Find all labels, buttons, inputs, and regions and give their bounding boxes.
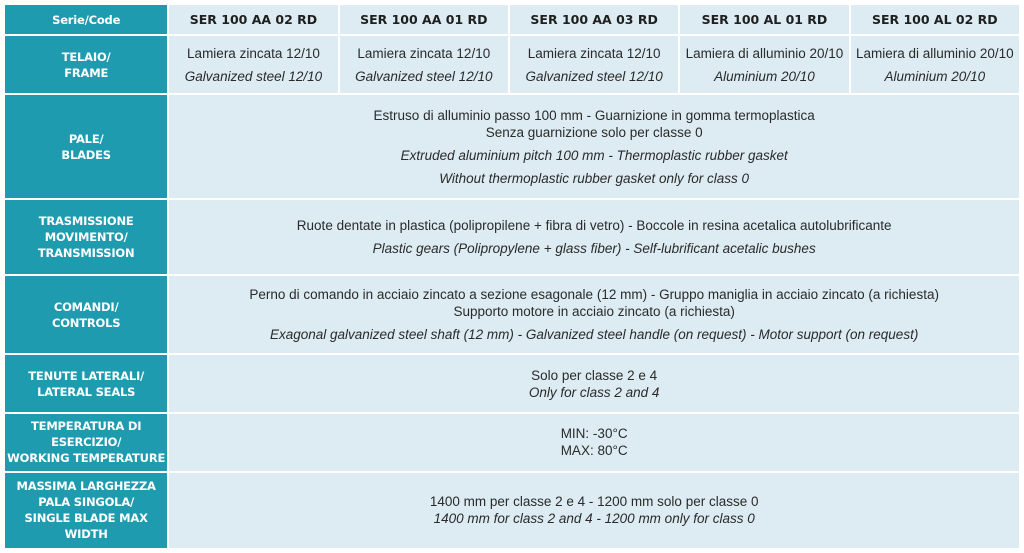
- frame-cell-4: [680, 36, 848, 93]
- width-label-1: MASSIMA LARGHEZZA: [16, 479, 156, 494]
- transmission-it: Ruote dentate in plastica (polipropilene + fibra di vetro) - Boccole in resina acetalica autolubrificante: [296, 217, 892, 233]
- seals-row: [5, 355, 1019, 412]
- controls-label-en: CONTROLS: [51, 315, 121, 330]
- blades-it-1: Estruso di alluminio passo 100 mm - Guarnizione in gomma termoplastica: [373, 107, 815, 123]
- width-label: [5, 473, 167, 548]
- controls-en: Exagonal galvanized steel shaft (12 mm) - Galvanized steel handle (on request) - Motor support (on request): [269, 327, 919, 343]
- blades-label: [5, 95, 167, 198]
- temperature-max: MAX: 80°C: [560, 443, 628, 459]
- frame-cell-5: [851, 36, 1019, 93]
- code-header-5: SER 100 AL 02 RD: [851, 5, 1019, 34]
- frame-cell-it: Lamiera zincata 12/10: [187, 45, 320, 61]
- seals-label-it: TENUTE LATERALI/: [28, 368, 145, 383]
- seals-label: [5, 355, 167, 412]
- transmission-row: [5, 200, 1019, 274]
- controls-it-1: Perno di comando in acciaio zincato a sezione esagonale (12 mm) - Gruppo maniglia in acciaio zincato (a richiesta): [249, 287, 939, 303]
- blades-row: [5, 95, 1019, 198]
- temperature-value: [169, 414, 1019, 471]
- seals-it: Solo per classe 2 e 4: [531, 367, 658, 383]
- code-row: [5, 5, 1019, 34]
- frame-cell-2: [340, 36, 508, 93]
- controls-it-2: Supporto motore in acciaio zincato (a richiesta): [453, 304, 735, 320]
- seals-en: Only for class 2 and 4: [528, 384, 660, 400]
- frame-cell-en: Galvanized steel 12/10: [184, 68, 323, 84]
- temperature-label: [5, 414, 167, 471]
- width-label-2: PALA SINGOLA/: [38, 495, 135, 510]
- frame-row: [5, 36, 1019, 93]
- transmission-label-it: TRASMISSIONE MOVIMENTO/: [38, 213, 134, 244]
- frame-cell-en: Aluminium 20/10: [714, 68, 815, 84]
- transmission-label: [5, 200, 167, 274]
- transmission-value: [169, 200, 1019, 274]
- seals-value: [169, 355, 1019, 412]
- temperature-row: [5, 414, 1019, 471]
- blades-it-2: Senza guarnizione solo per classe 0: [485, 124, 703, 140]
- width-it: 1400 mm per classe 2 e 4 - 1200 mm solo per classe 0: [429, 494, 759, 510]
- width-label-3: SINGLE BLADE MAX WIDTH: [24, 511, 148, 542]
- frame-cell-it: Lamiera zincata 12/10: [527, 45, 661, 61]
- blades-en-2: Without thermoplastic rubber gasket only for class 0: [439, 170, 750, 186]
- frame-cell-en: Galvanized steel 12/10: [525, 68, 663, 84]
- width-value: [169, 473, 1019, 548]
- frame-cell-it: Lamiera zincata 12/10: [357, 45, 491, 61]
- temperature-min: MIN: -30°C: [560, 426, 628, 442]
- code-header-3: SER 100 AA 03 RD: [510, 5, 678, 34]
- frame-cell-en: Aluminium 20/10: [884, 68, 986, 84]
- blades-label-en: BLADES: [61, 147, 111, 162]
- temperature-label-en: WORKING TEMPERATURE: [7, 451, 166, 466]
- seals-label-en: LATERAL SEALS: [37, 384, 136, 399]
- controls-row: [5, 276, 1019, 353]
- code-header-4: SER 100 AL 01 RD: [680, 5, 848, 34]
- frame-label-en: FRAME: [64, 65, 109, 80]
- blades-value: [169, 95, 1019, 198]
- controls-label-it: COMANDI/: [53, 299, 119, 314]
- frame-cell-it: Lamiera di alluminio 20/10: [685, 45, 844, 61]
- blades-en-1: Extruded aluminium pitch 100 mm - Thermoplastic rubber gasket: [400, 147, 788, 163]
- serie-code-header: Serie/Code: [5, 5, 167, 34]
- temperature-label-it: TEMPERATURA DI ESERCIZIO/: [31, 419, 142, 450]
- code-header-2: SER 100 AA 01 RD: [340, 5, 508, 34]
- frame-label-it: TELAIO/: [61, 49, 111, 64]
- controls-label: [5, 276, 167, 353]
- frame-cell-en: Galvanized steel 12/10: [355, 68, 493, 84]
- frame-label: [5, 36, 167, 93]
- spec-table: [3, 3, 1021, 550]
- code-header-1: SER 100 AA 02 RD: [169, 5, 337, 34]
- transmission-en: Plastic gears (Polipropylene + glass fiber) - Self-lubrificant acetalic bushes: [372, 240, 816, 256]
- width-row: [5, 473, 1019, 548]
- width-en: 1400 mm for class 2 and 4 - 1200 mm only for class 0: [433, 511, 755, 527]
- controls-value: [169, 276, 1019, 353]
- frame-cell-it: Lamiera di alluminio 20/10: [856, 45, 1014, 61]
- blades-label-it: PALE/: [68, 131, 104, 146]
- frame-cell-3: [510, 36, 678, 93]
- transmission-label-en: TRANSMISSION: [37, 245, 135, 260]
- frame-cell-1: [169, 36, 337, 93]
